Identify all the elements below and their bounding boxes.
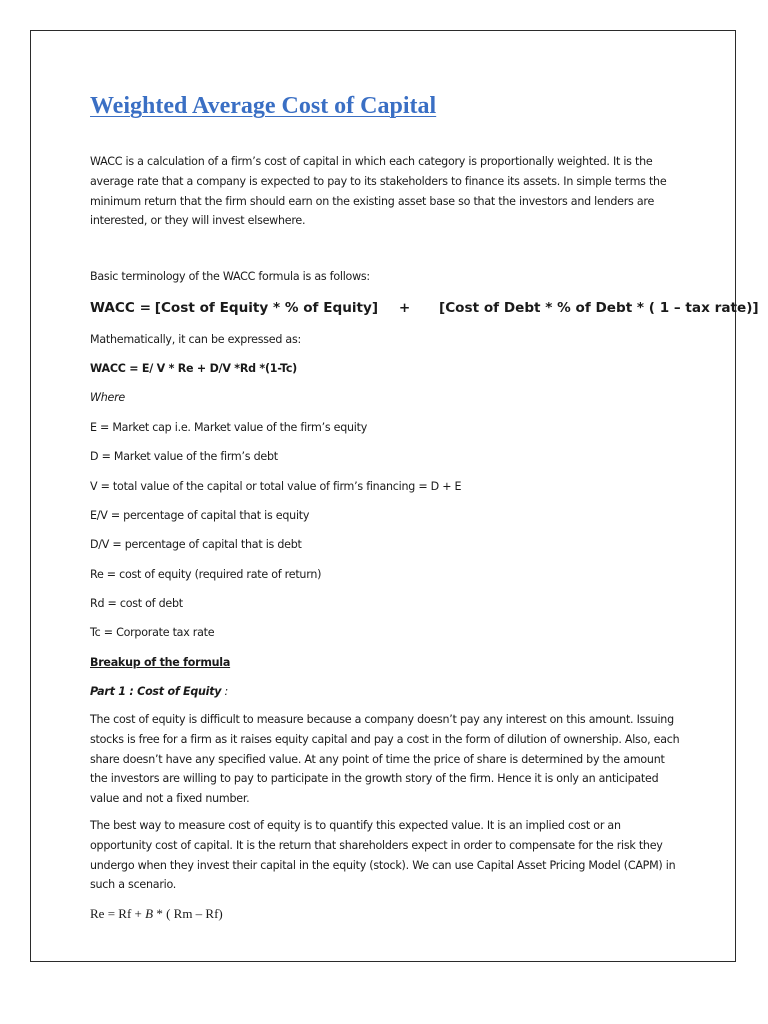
- breakup-heading: Breakup of the formula: [90, 656, 231, 669]
- capm-formula: [90, 906, 223, 922]
- part1-label: Part 1 : Cost of Equity: [90, 685, 222, 698]
- cost-of-equity-paragraph-2: The best way to measure cost of equity is to quantify this expected value. It is an implied cost or an opportunity cost of capital. It is the return that shareholders expect in order to compensate for the risk they undergo when they invest their capital in the equity (stock). We can use Capital Asset Pricing Model (CAPM) in such a scenario.: [90, 819, 676, 892]
- wacc-formula-math: WACC = E/ V * Re + D/V *Rd *(1-Tc): [90, 362, 297, 375]
- where-label: Where: [90, 391, 125, 404]
- formula-plus: +: [398, 300, 411, 316]
- definition-dv: D/V = percentage of capital that is debt: [90, 538, 302, 551]
- definition-tc: Tc = Corporate tax rate: [90, 626, 215, 639]
- math-intro: Mathematically, it can be expressed as:: [90, 333, 301, 346]
- document-page: [30, 30, 759, 962]
- intro-paragraph: WACC is a calculation of a firm’s cost of capital in which each category is proportionally weighted. It is the average rate that a company is expected to pay to its stakeholders to finance its assets. In simple terms the minimum return that the firm should earn on the existing asset base so that the investors and lenders are interested, or they will invest elsewhere.: [90, 155, 667, 228]
- formula-equity-part: [Cost of Equity * % of Equity]: [154, 300, 379, 316]
- definition-rd: Rd = cost of debt: [90, 597, 183, 610]
- definition-e: E = Market cap i.e. Market value of the firm’s equity: [90, 421, 368, 434]
- capm-rhs: * ( Rm – Rf): [153, 906, 223, 921]
- part1-suffix: :: [221, 685, 229, 698]
- cost-of-equity-paragraph-1: The cost of equity is difficult to measure because a company doesn’t pay any interest on this amount. Issuing stocks is free for a firm as it raises equity capital and pay a cost in the form of dilution of ownership. Also, each share doesn’t have any specified value. At any point of time the price of share is determined by the amount the investors are willing to pay to participate in the growth story of the firm. Hence it is only an anticipated value and not a fixed number.: [90, 713, 680, 806]
- document-title: Weighted Average Cost of Capital: [90, 93, 437, 119]
- formula-debt-part: [Cost of Debt * % of Debt * ( 1 – tax rate)]: [438, 300, 759, 316]
- part1-heading: [90, 685, 228, 699]
- wacc-formula-words: [90, 299, 759, 317]
- definition-v: V = total value of the capital or total value of firm’s financing = D + E: [90, 480, 462, 493]
- definition-re: Re = cost of equity (required rate of return): [90, 568, 322, 581]
- definition-ev: E/V = percentage of capital that is equity: [90, 509, 310, 522]
- definition-d: D = Market value of the firm’s debt: [90, 450, 278, 463]
- capm-lhs: Re = Rf +: [90, 906, 142, 921]
- formula-lhs: WACC =: [90, 300, 151, 316]
- terminology-heading: Basic terminology of the WACC formula is as follows:: [90, 270, 370, 283]
- capm-beta: B: [145, 906, 154, 921]
